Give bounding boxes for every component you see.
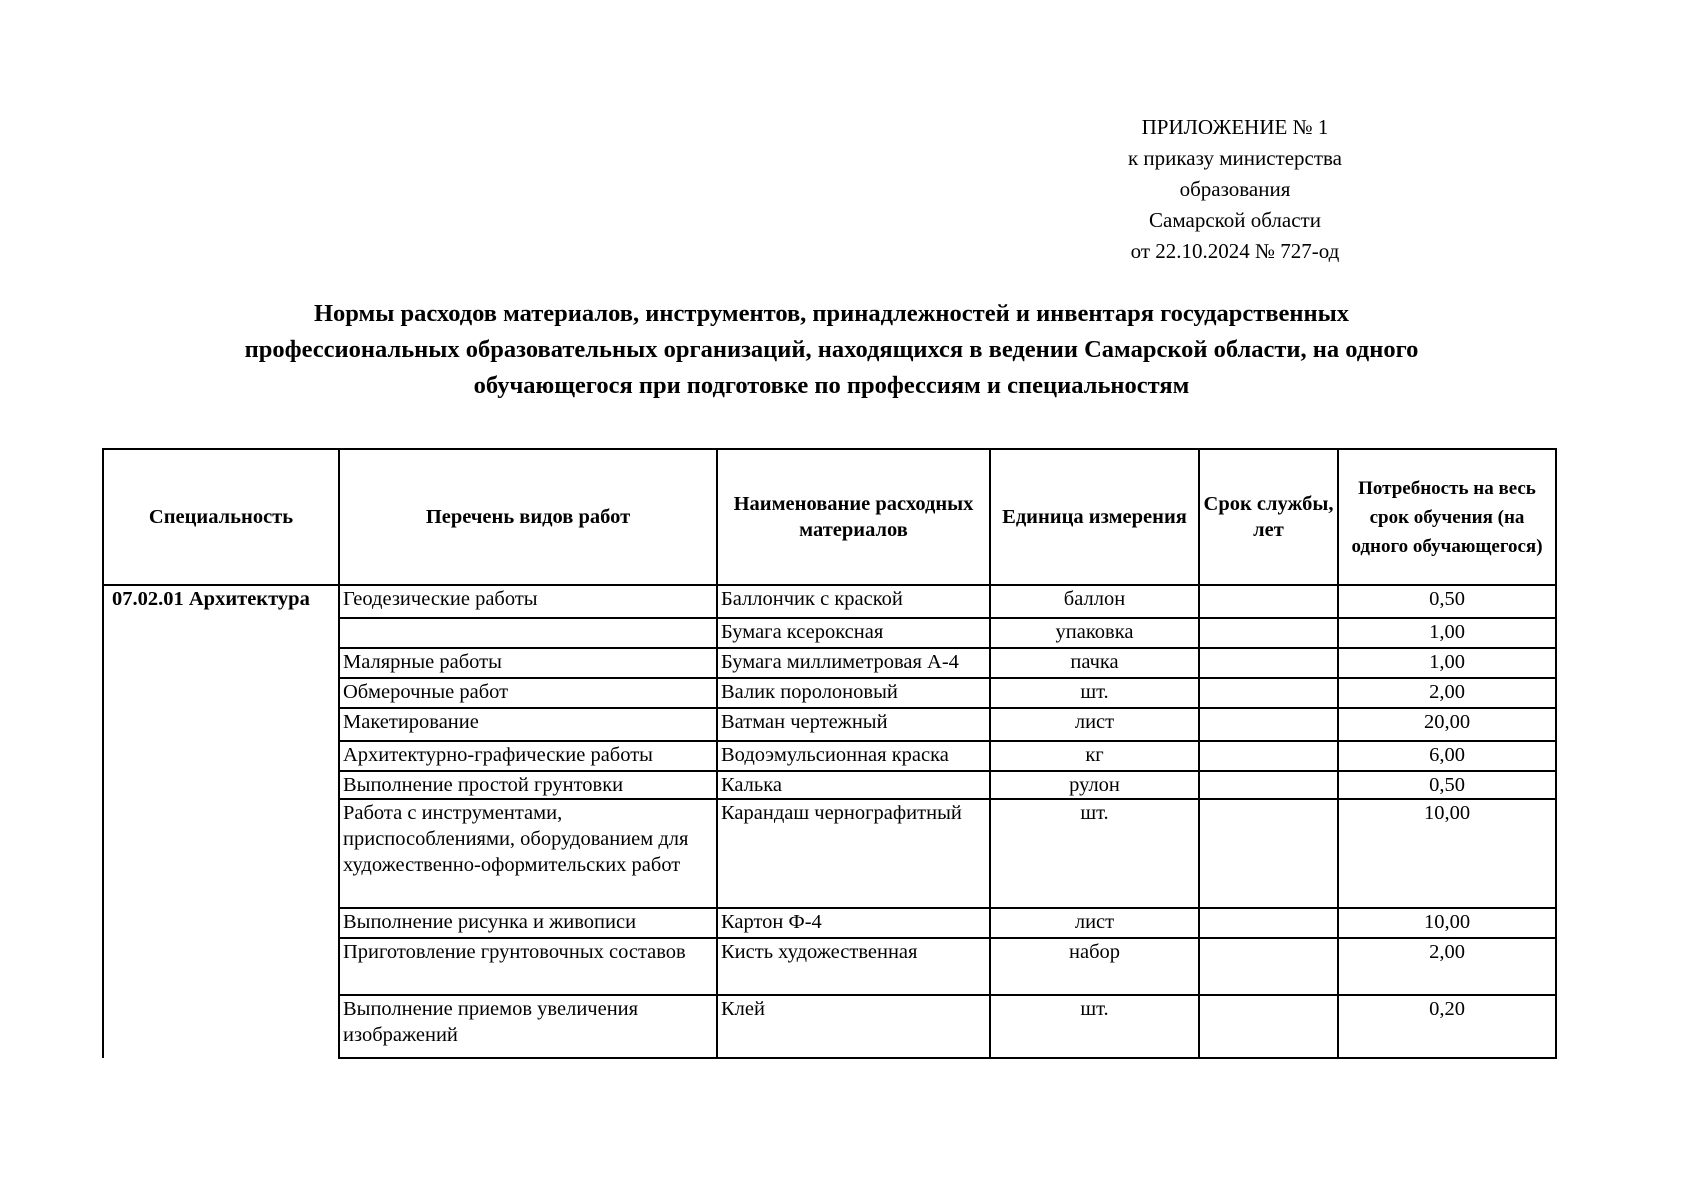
header-service-life: Срок службы, лет	[1199, 449, 1338, 585]
material-cell: Ватман чертежный	[717, 708, 990, 741]
work-cell: Выполнение приемов увеличения изображений	[339, 995, 717, 1058]
work-cell	[339, 618, 717, 648]
work-cell: Обмерочные работ	[339, 678, 717, 708]
material-cell: Картон Ф-4	[717, 908, 990, 938]
unit-cell: рулон	[990, 771, 1199, 799]
work-cell: Архитектурно-графические работы	[339, 741, 717, 771]
service-life-cell	[1199, 648, 1338, 678]
service-life-cell	[1199, 938, 1338, 995]
service-life-cell	[1199, 585, 1338, 618]
appendix-line: к приказу министерства	[1127, 146, 1343, 170]
service-life-cell	[1199, 799, 1338, 908]
material-cell: Водоэмульсионная краска	[717, 741, 990, 771]
unit-cell: лист	[990, 908, 1199, 938]
appendix-line: образования	[1179, 177, 1291, 201]
unit-cell: шт.	[990, 678, 1199, 708]
norms-table	[102, 448, 1557, 1059]
specialty-cell: 07.02.01 Архитектура	[103, 585, 339, 1058]
material-cell: Кисть художественная	[717, 938, 990, 995]
unit-cell: лист	[990, 708, 1199, 741]
material-cell: Бумага ксероксная	[717, 618, 990, 648]
work-cell: Малярные работы	[339, 648, 717, 678]
unit-cell: набор	[990, 938, 1199, 995]
material-cell: Баллончик с краской	[717, 585, 990, 618]
material-cell: Бумага миллиметровая А-4	[717, 648, 990, 678]
header-specialty: Специальность	[103, 449, 339, 585]
unit-cell: баллон	[990, 585, 1199, 618]
need-cell: 10,00	[1338, 799, 1556, 908]
work-cell: Выполнение рисунка и живописи	[339, 908, 717, 938]
material-cell: Калька	[717, 771, 990, 799]
unit-cell: кг	[990, 741, 1199, 771]
need-cell: 0,50	[1338, 771, 1556, 799]
need-cell: 10,00	[1338, 908, 1556, 938]
service-life-cell	[1199, 741, 1338, 771]
title-line: профессиональных образовательных организаций, находящихся в ведении Самарской области, на одного	[244, 336, 1419, 363]
table-body	[103, 585, 1556, 1058]
title-line: обучающегося при подготовке по профессиям и специальностям	[473, 372, 1190, 399]
need-cell: 1,00	[1338, 648, 1556, 678]
table-header-row	[103, 449, 1556, 585]
service-life-cell	[1199, 908, 1338, 938]
service-life-cell	[1199, 771, 1338, 799]
appendix-title: ПРИЛОЖЕНИЕ № 1	[1141, 115, 1329, 139]
service-life-cell	[1199, 995, 1338, 1058]
service-life-cell	[1199, 678, 1338, 708]
unit-cell: упаковка	[990, 618, 1199, 648]
appendix-block	[1010, 112, 1460, 267]
need-cell: 0,20	[1338, 995, 1556, 1058]
header-unit: Единица измерения	[990, 449, 1199, 585]
service-life-cell	[1199, 618, 1338, 648]
need-cell: 2,00	[1338, 678, 1556, 708]
work-cell: Макетирование	[339, 708, 717, 741]
material-cell: Валик поролоновый	[717, 678, 990, 708]
work-cell: Приготовление грунтовочных составов	[339, 938, 717, 995]
work-cell: Геодезические работы	[339, 585, 717, 618]
need-cell: 0,50	[1338, 585, 1556, 618]
work-cell: Выполнение простой грунтовки	[339, 771, 717, 799]
unit-cell: шт.	[990, 995, 1199, 1058]
material-cell: Карандаш чернографитный	[717, 799, 990, 908]
service-life-cell	[1199, 708, 1338, 741]
need-cell: 2,00	[1338, 938, 1556, 995]
material-cell: Клей	[717, 995, 990, 1058]
header-need: Потребность на весь срок обучения (на одного обучающегося)	[1338, 449, 1556, 585]
need-cell: 6,00	[1338, 741, 1556, 771]
work-cell: Работа с инструментами, приспособлениями, оборудованием для художественно-оформительских работ	[339, 799, 717, 908]
title-line: Нормы расходов материалов, инструментов, принадлежностей и инвентаря государственных	[313, 300, 1350, 327]
header-material-name: Наименование расходных материалов	[717, 449, 990, 585]
appendix-line: Самарской области	[1149, 208, 1321, 232]
header-work-list: Перечень видов работ	[339, 449, 717, 585]
appendix-date: от 22.10.2024 № 727-од	[1130, 239, 1340, 263]
table-row	[103, 585, 1556, 618]
unit-cell: шт.	[990, 799, 1199, 908]
need-cell: 20,00	[1338, 708, 1556, 741]
need-cell: 1,00	[1338, 618, 1556, 648]
document-title	[100, 296, 1563, 404]
unit-cell: пачка	[990, 648, 1199, 678]
